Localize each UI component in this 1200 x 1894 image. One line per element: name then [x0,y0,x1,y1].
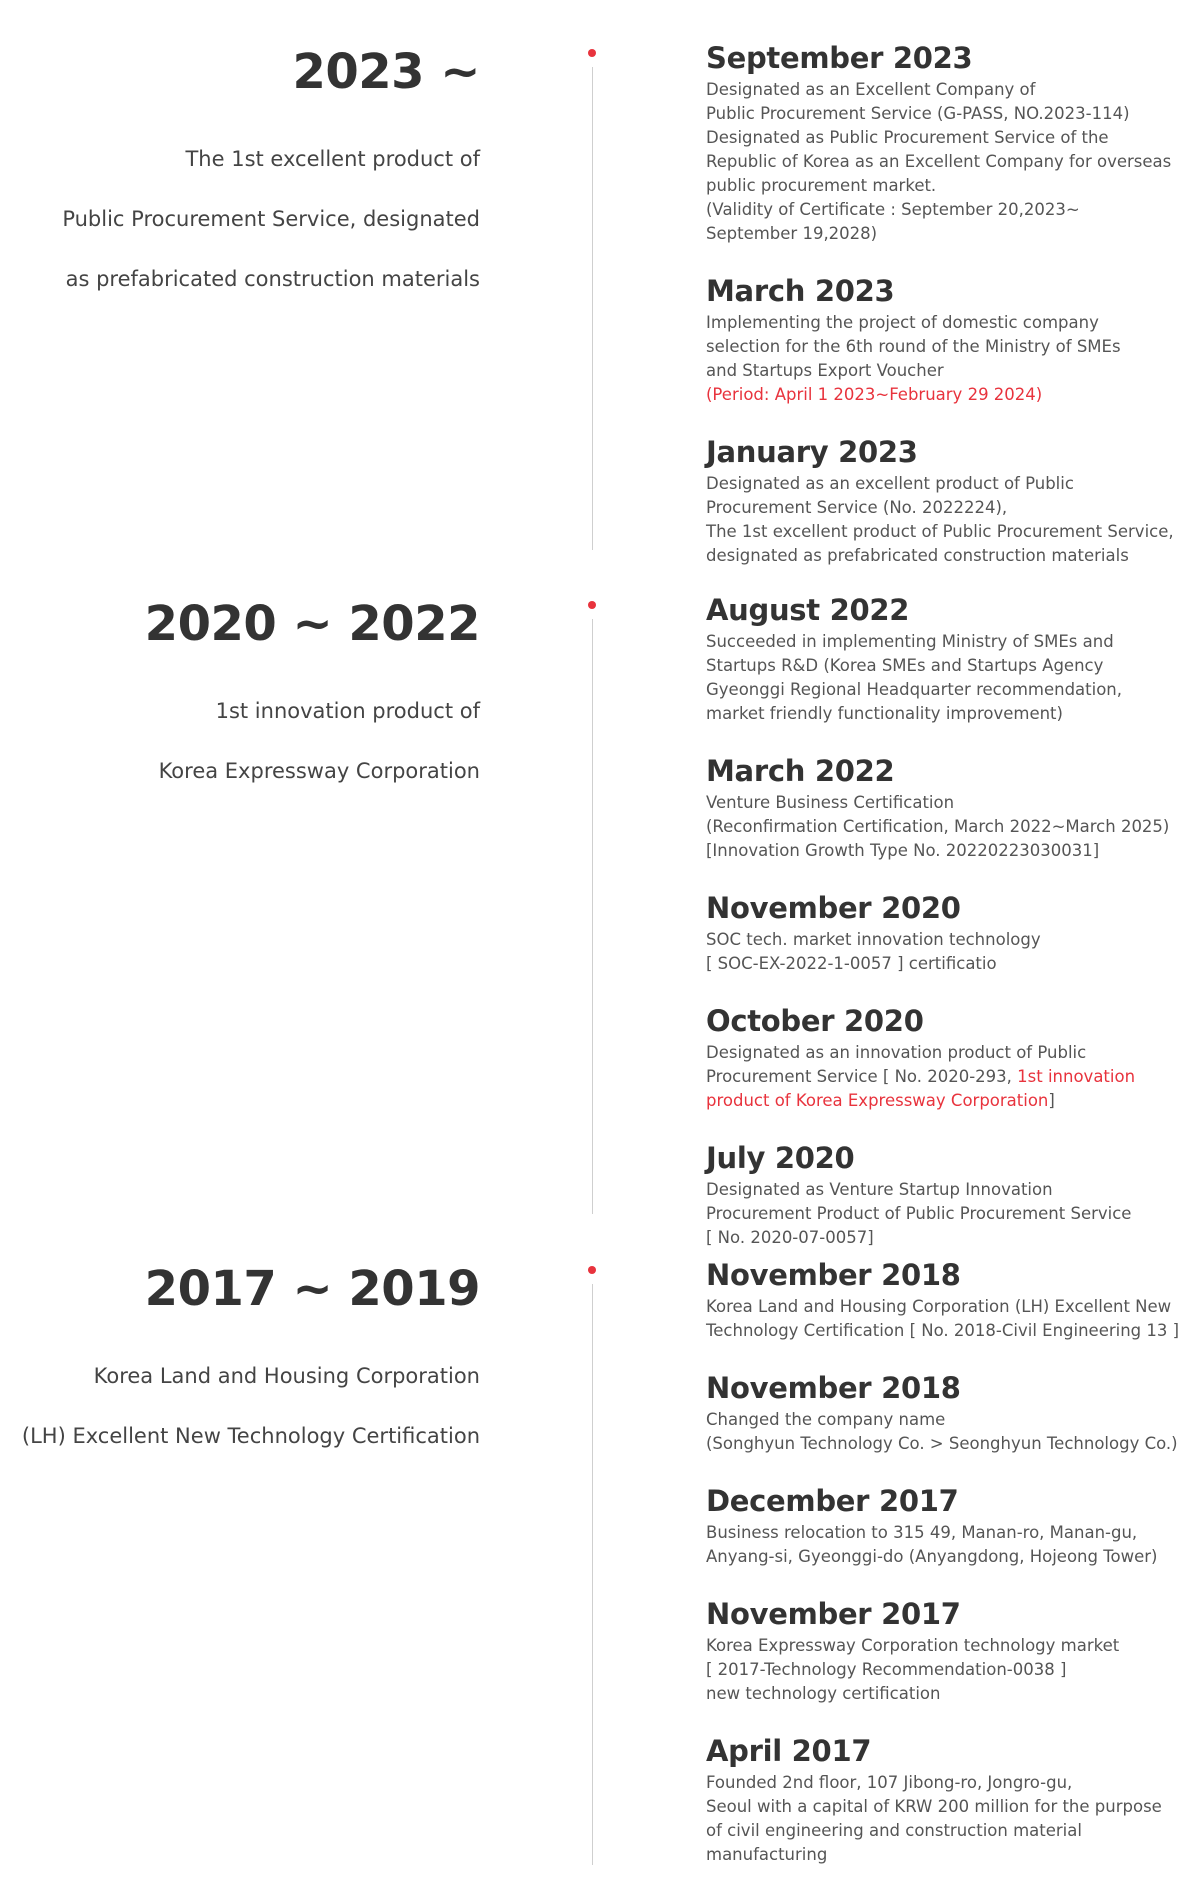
entry-line [706,1545,1186,1569]
era-block [0,1257,480,1481]
entry-text-part: The 1st excellent product of Public Procurement Service, [706,522,1174,541]
entry-line [706,1178,1186,1202]
entry-line [706,222,1186,246]
entry-text-part: Founded 2nd floor, 107 Jibong-ro, Jongro-gu, [706,1773,1073,1792]
entry-line [706,198,1186,222]
entry-line [706,520,1186,544]
entry-date: December 2017 [706,1484,959,1518]
entry-description [706,630,1186,726]
entry-line [706,1634,1186,1658]
timeline-entry [706,1257,1186,1343]
entry-text-part: September 19,2028) [706,224,878,243]
timeline-section-2023 [0,40,1200,565]
entry-text-part: Korea Expressway Corporation technology market [706,1636,1120,1655]
entries-list [706,1257,1186,1894]
entry-line [706,544,1186,568]
timeline-line [592,67,593,550]
entry-text-part: Succeeded in implementing Ministry of SMEs and [706,632,1114,651]
era-title: 2020 ~ 2022 [144,596,480,652]
entry-line [706,1202,1186,1226]
entry-date: January 2023 [706,435,918,469]
entry-text-part: (Reconfirmation Certification, March 2022~March 2025) [706,817,1170,836]
entry-line [706,472,1186,496]
entry-line [706,1226,1186,1250]
entry-line [706,1521,1186,1545]
timeline-entry [706,1003,1186,1113]
timeline-section-2020-2022 [0,592,1200,1247]
entry-text-part: Procurement Product of Public Procurement Service [706,1204,1132,1223]
entry-text-part: Changed the company name [706,1410,946,1429]
entry-text-part: market friendly functionality improvement) [706,704,1063,723]
entry-description [706,1634,1186,1706]
entry-description [706,791,1186,863]
timeline-entry [706,1596,1186,1706]
entry-date: September 2023 [706,41,973,75]
entry-text-part: (Validity of Certificate : September 20,2023~ [706,200,1080,219]
timeline-entry [706,40,1186,246]
entry-line [706,928,1186,952]
entry-date: March 2023 [706,274,895,308]
entry-text-part: SOC tech. market innovation technology [706,930,1041,949]
entry-line [706,630,1186,654]
timeline-entry [706,1370,1186,1456]
entry-date: November 2018 [706,1258,961,1292]
entry-text-part: Designated as Public Procurement Service of the [706,128,1109,147]
timeline-entry [706,1483,1186,1569]
entry-text-part: Korea Land and Housing Corporation (LH) Excellent New [706,1297,1172,1316]
entry-text-part: Implementing the project of domestic company [706,313,1099,332]
entry-description [706,311,1186,407]
entry-line [706,359,1186,383]
entry-line [706,839,1186,863]
entry-text-part: Startups R&D (Korea SMEs and Startups Agency [706,656,1104,675]
entry-line [706,174,1186,198]
entry-text-part: Designated as an excellent product of Public [706,474,1074,493]
timeline-dot [588,1266,596,1274]
entry-text-part: Designated as an Excellent Company of [706,80,1036,99]
entry-date: November 2020 [706,891,961,925]
entry-line [706,1408,1186,1432]
era-description: Korea Land and Housing Corporation (LH) Excellent New Technology Certification [21,1364,480,1448]
entry-line [706,1771,1186,1795]
entry-text-part: Anyang-si, Gyeonggi-do (Anyangdong, Hojeong Tower) [706,1547,1158,1566]
highlighted-text: 1st innovation [1017,1067,1136,1086]
timeline-entry [706,753,1186,863]
entry-line [706,150,1186,174]
era-title: 2017 ~ 2019 [144,1261,480,1317]
entries-list [706,592,1186,1277]
entry-line [706,383,1186,407]
entry-line [706,1295,1186,1319]
entry-description [706,1295,1186,1343]
entry-text-part: [ SOC-EX-2022-1-0057 ] certificatio [706,954,997,973]
entry-text-part: Gyeonggi Regional Headquarter recommendation, [706,680,1123,699]
entry-line [706,102,1186,126]
entry-line [706,1089,1186,1113]
entry-description [706,1041,1186,1113]
entry-line [706,311,1186,335]
entry-line [706,496,1186,520]
timeline-entry [706,890,1186,976]
entry-text-part: manufacturing [706,1845,828,1864]
entries-list [706,40,1186,595]
entry-text-part: [ No. 2020-07-0057] [706,1228,874,1247]
entry-text-part: designated as prefabricated construction materials [706,546,1129,565]
entry-line [706,78,1186,102]
entry-line [706,1041,1186,1065]
entry-date: August 2022 [706,593,910,627]
entry-description [706,928,1186,976]
entry-date: March 2022 [706,754,895,788]
entry-text-part: and Startups Export Voucher [706,361,944,380]
entry-line [706,1819,1186,1843]
entry-line [706,952,1186,976]
entry-text-part: Seoul with a capital of KRW 200 million for the purpose [706,1797,1162,1816]
entry-line [706,1682,1186,1706]
entry-line [706,1795,1186,1819]
entry-description [706,1771,1186,1867]
entry-text-part: Procurement Service [ No. 2020-293, [706,1067,1018,1086]
timeline-entry [706,434,1186,568]
entry-line [706,126,1186,150]
entry-text-part: Designated as an innovation product of Public [706,1043,1087,1062]
timeline-entry [706,273,1186,407]
entry-text-part: Designated as Venture Startup Innovation [706,1180,1053,1199]
entry-description [706,472,1186,568]
timeline-dot [588,601,596,609]
entry-line [706,702,1186,726]
entry-text-part: [Innovation Growth Type No. 20220223030031] [706,841,1100,860]
entry-line [706,1319,1186,1343]
entry-text-part: new technology certification [706,1684,941,1703]
entry-line [706,1432,1186,1456]
entry-text-part: Procurement Service (No. 2022224), [706,498,1008,517]
entry-description [706,78,1186,246]
timeline-entry [706,1733,1186,1867]
entry-date: October 2020 [706,1004,924,1038]
entry-text-part: ] [1048,1091,1055,1110]
entry-line [706,335,1186,359]
timeline-line [592,1284,593,1865]
entry-line [706,1065,1186,1089]
entry-text-part: Republic of Korea as an Excellent Company for overseas [706,152,1172,171]
entry-date: July 2020 [706,1141,855,1175]
entry-line [706,815,1186,839]
entry-text-part: of civil engineering and construction material [706,1821,1082,1840]
entry-text-part: (Songhyun Technology Co. > Seonghyun Technology Co.) [706,1434,1178,1453]
entry-date: November 2018 [706,1371,961,1405]
entry-text-part: selection for the 6th round of the Ministry of SMEs [706,337,1121,356]
entry-line [706,1658,1186,1682]
entry-text-part: Business relocation to 315 49, Manan-ro, Manan-gu, [706,1523,1138,1542]
era-block [0,40,480,324]
era-block [0,592,480,816]
entry-line [706,678,1186,702]
entry-description [706,1521,1186,1569]
highlighted-text: product of Korea Expressway Corporation [706,1091,1049,1110]
entry-text-part: public procurement market. [706,176,937,195]
entry-date: November 2017 [706,1597,961,1631]
highlighted-text: (Period: April 1 2023~February 29 2024) [706,385,1043,404]
era-description: The 1st excellent product of Public Procurement Service, designated as prefabricated construction materials [62,147,480,291]
timeline-entry [706,1140,1186,1250]
era-description: 1st innovation product of Korea Expressway Corporation [158,699,480,783]
entry-text-part: Technology Certification [ No. 2018-Civil Engineering 13 ] [706,1321,1180,1340]
timeline-line [592,619,593,1214]
entry-text-part: [ 2017-Technology Recommendation-0038 ] [706,1660,1067,1679]
entry-description [706,1178,1186,1250]
entry-line [706,654,1186,678]
entry-description [706,1408,1186,1456]
timeline-entry [706,592,1186,726]
entry-line [706,791,1186,815]
entry-text-part: Venture Business Certification [706,793,955,812]
entry-text-part: Public Procurement Service (G-PASS, NO.2023-114) [706,104,1130,123]
timeline-dot [588,49,596,57]
entry-date: April 2017 [706,1734,872,1768]
timeline-section-2017-2019 [0,1257,1200,1865]
era-title: 2023 ~ [292,44,480,100]
entry-line [706,1843,1186,1867]
